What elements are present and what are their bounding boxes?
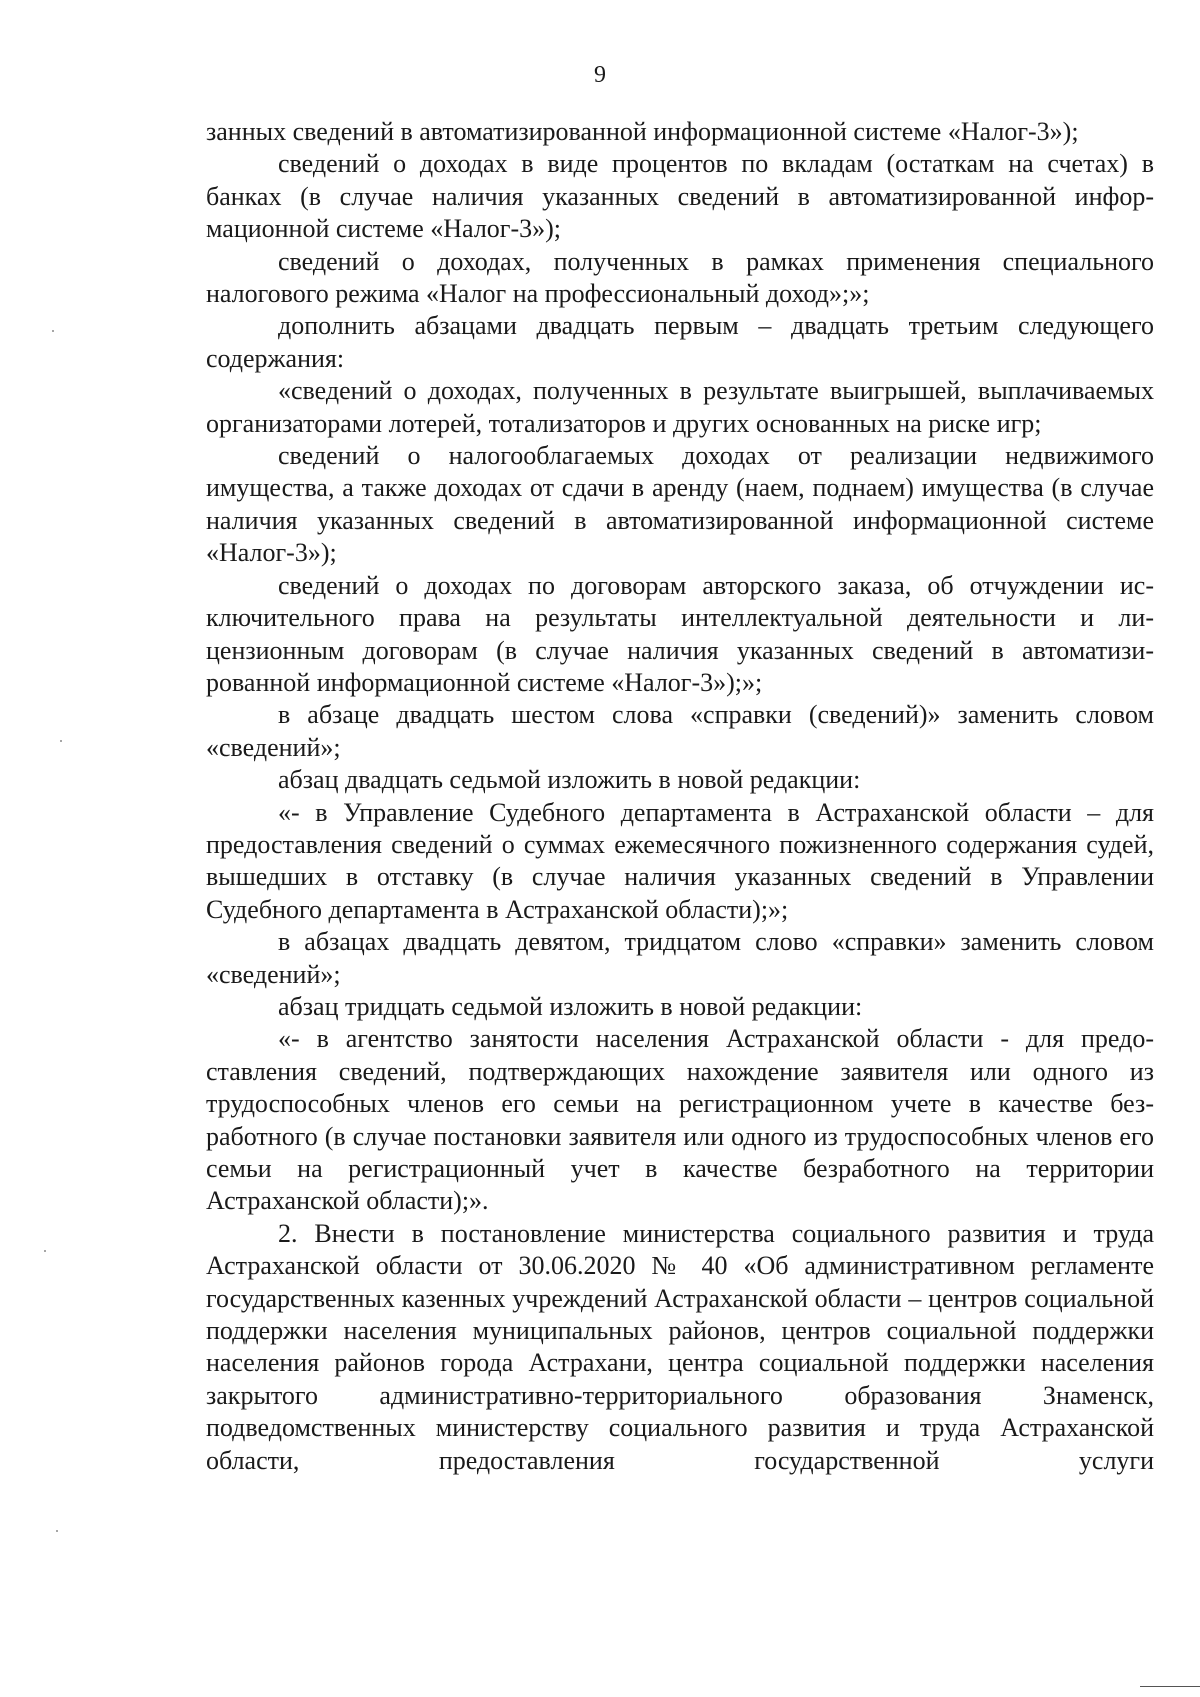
- paragraph-1: занных сведений в автоматизированной информационной системе «Налог-3»);: [206, 117, 1079, 146]
- scan-speck: [52, 330, 54, 332]
- paragraph-2: сведений о доходах в виде процентов по вкладам (остаткам на счетах) в банках (в случае наличия указанных сведений в автоматизированной информационной системе «Налог-3»);: [206, 149, 1154, 244]
- paragraph-8: в абзаце двадцать шестом слова «справки (сведений)» заменить словом «сведений»;: [206, 700, 1154, 762]
- paragraph-6: сведений о налогооблагаемых доходах от реализации недвижимого имущества, а также доходах от сдачи в аренду (наем, поднаем) имущества (в случае наличия указанных сведений в автоматизированной информационной системе «Налог-3»);: [206, 441, 1154, 568]
- paragraph-11: в абзацах двадцать девятом, тридцатом слово «справки» заменить словом «сведений»;: [206, 927, 1154, 989]
- paragraph-12: абзац тридцать седьмой изложить в новой редакции:: [278, 991, 863, 1021]
- paragraph-4: дополнить абзацами двадцать первым – двадцать третьим следующего содержания:: [206, 311, 1154, 373]
- paragraph-13: «- в агентство занятости населения Астраханской области - для предоставления сведений, подтверждающих нахождение заявителя или одного из трудоспособных членов его семьи на регистрационном учете в качестве безработного (в случае постановки заявителя или одного из трудоспособных членов его семьи на регистрационный учет в качестве безработного на территории Астраханской области);».: [206, 1024, 1154, 1216]
- scan-speck: [44, 1250, 46, 1252]
- page-number: 9: [594, 62, 606, 88]
- paragraph-10: «- в Управление Судебного департамента в Астраханской области – для предоставления сведений о суммах ежемесячного пожизненного содержания судей, вышедших в отставку (в случае наличия указанных сведений в Управлении Судебного департамента в Астраханской области);»;: [206, 797, 1154, 924]
- document-body: [206, 116, 1154, 1477]
- scan-edge-line: [1140, 1686, 1200, 1687]
- paragraph-7: сведений о доходах по договорам авторского заказа, об отчуждении исключительного права на результаты интеллектуальной деятельности и лицензионным договорам (в случае наличия указанных сведений в автоматизированной информационной системе «Налог-3»);»;: [206, 570, 1154, 697]
- scan-speck: [60, 740, 62, 742]
- scan-speck: [56, 1530, 58, 1532]
- paragraph-14: 2. Внести в постановление министерства социального развития и труда Астраханской области от 30.06.2020 № 40 «Об административном регламенте государственных казенных учреждений Астраханской области – центров социальной поддержки населения муниципальных районов, центров социальной поддержки населения районов города Астрахани, центра социальной поддержки населения закрытого административно-территориального образования Знаменск, подведомственных министерству социального развития и труда Астраханской области, предоставления государственной услуги: [206, 1218, 1154, 1475]
- paragraph-9: абзац двадцать седьмой изложить в новой редакции:: [278, 765, 861, 795]
- paragraph-5: «сведений о доходах, полученных в результате выигрышей, выплачиваемых организаторами лотерей, тотализаторов и других основанных на риске игр;: [206, 376, 1154, 438]
- paragraph-3: сведений о доходах, полученных в рамках применения специального налогового режима «Налог на профессиональный доход»;»;: [206, 246, 1154, 309]
